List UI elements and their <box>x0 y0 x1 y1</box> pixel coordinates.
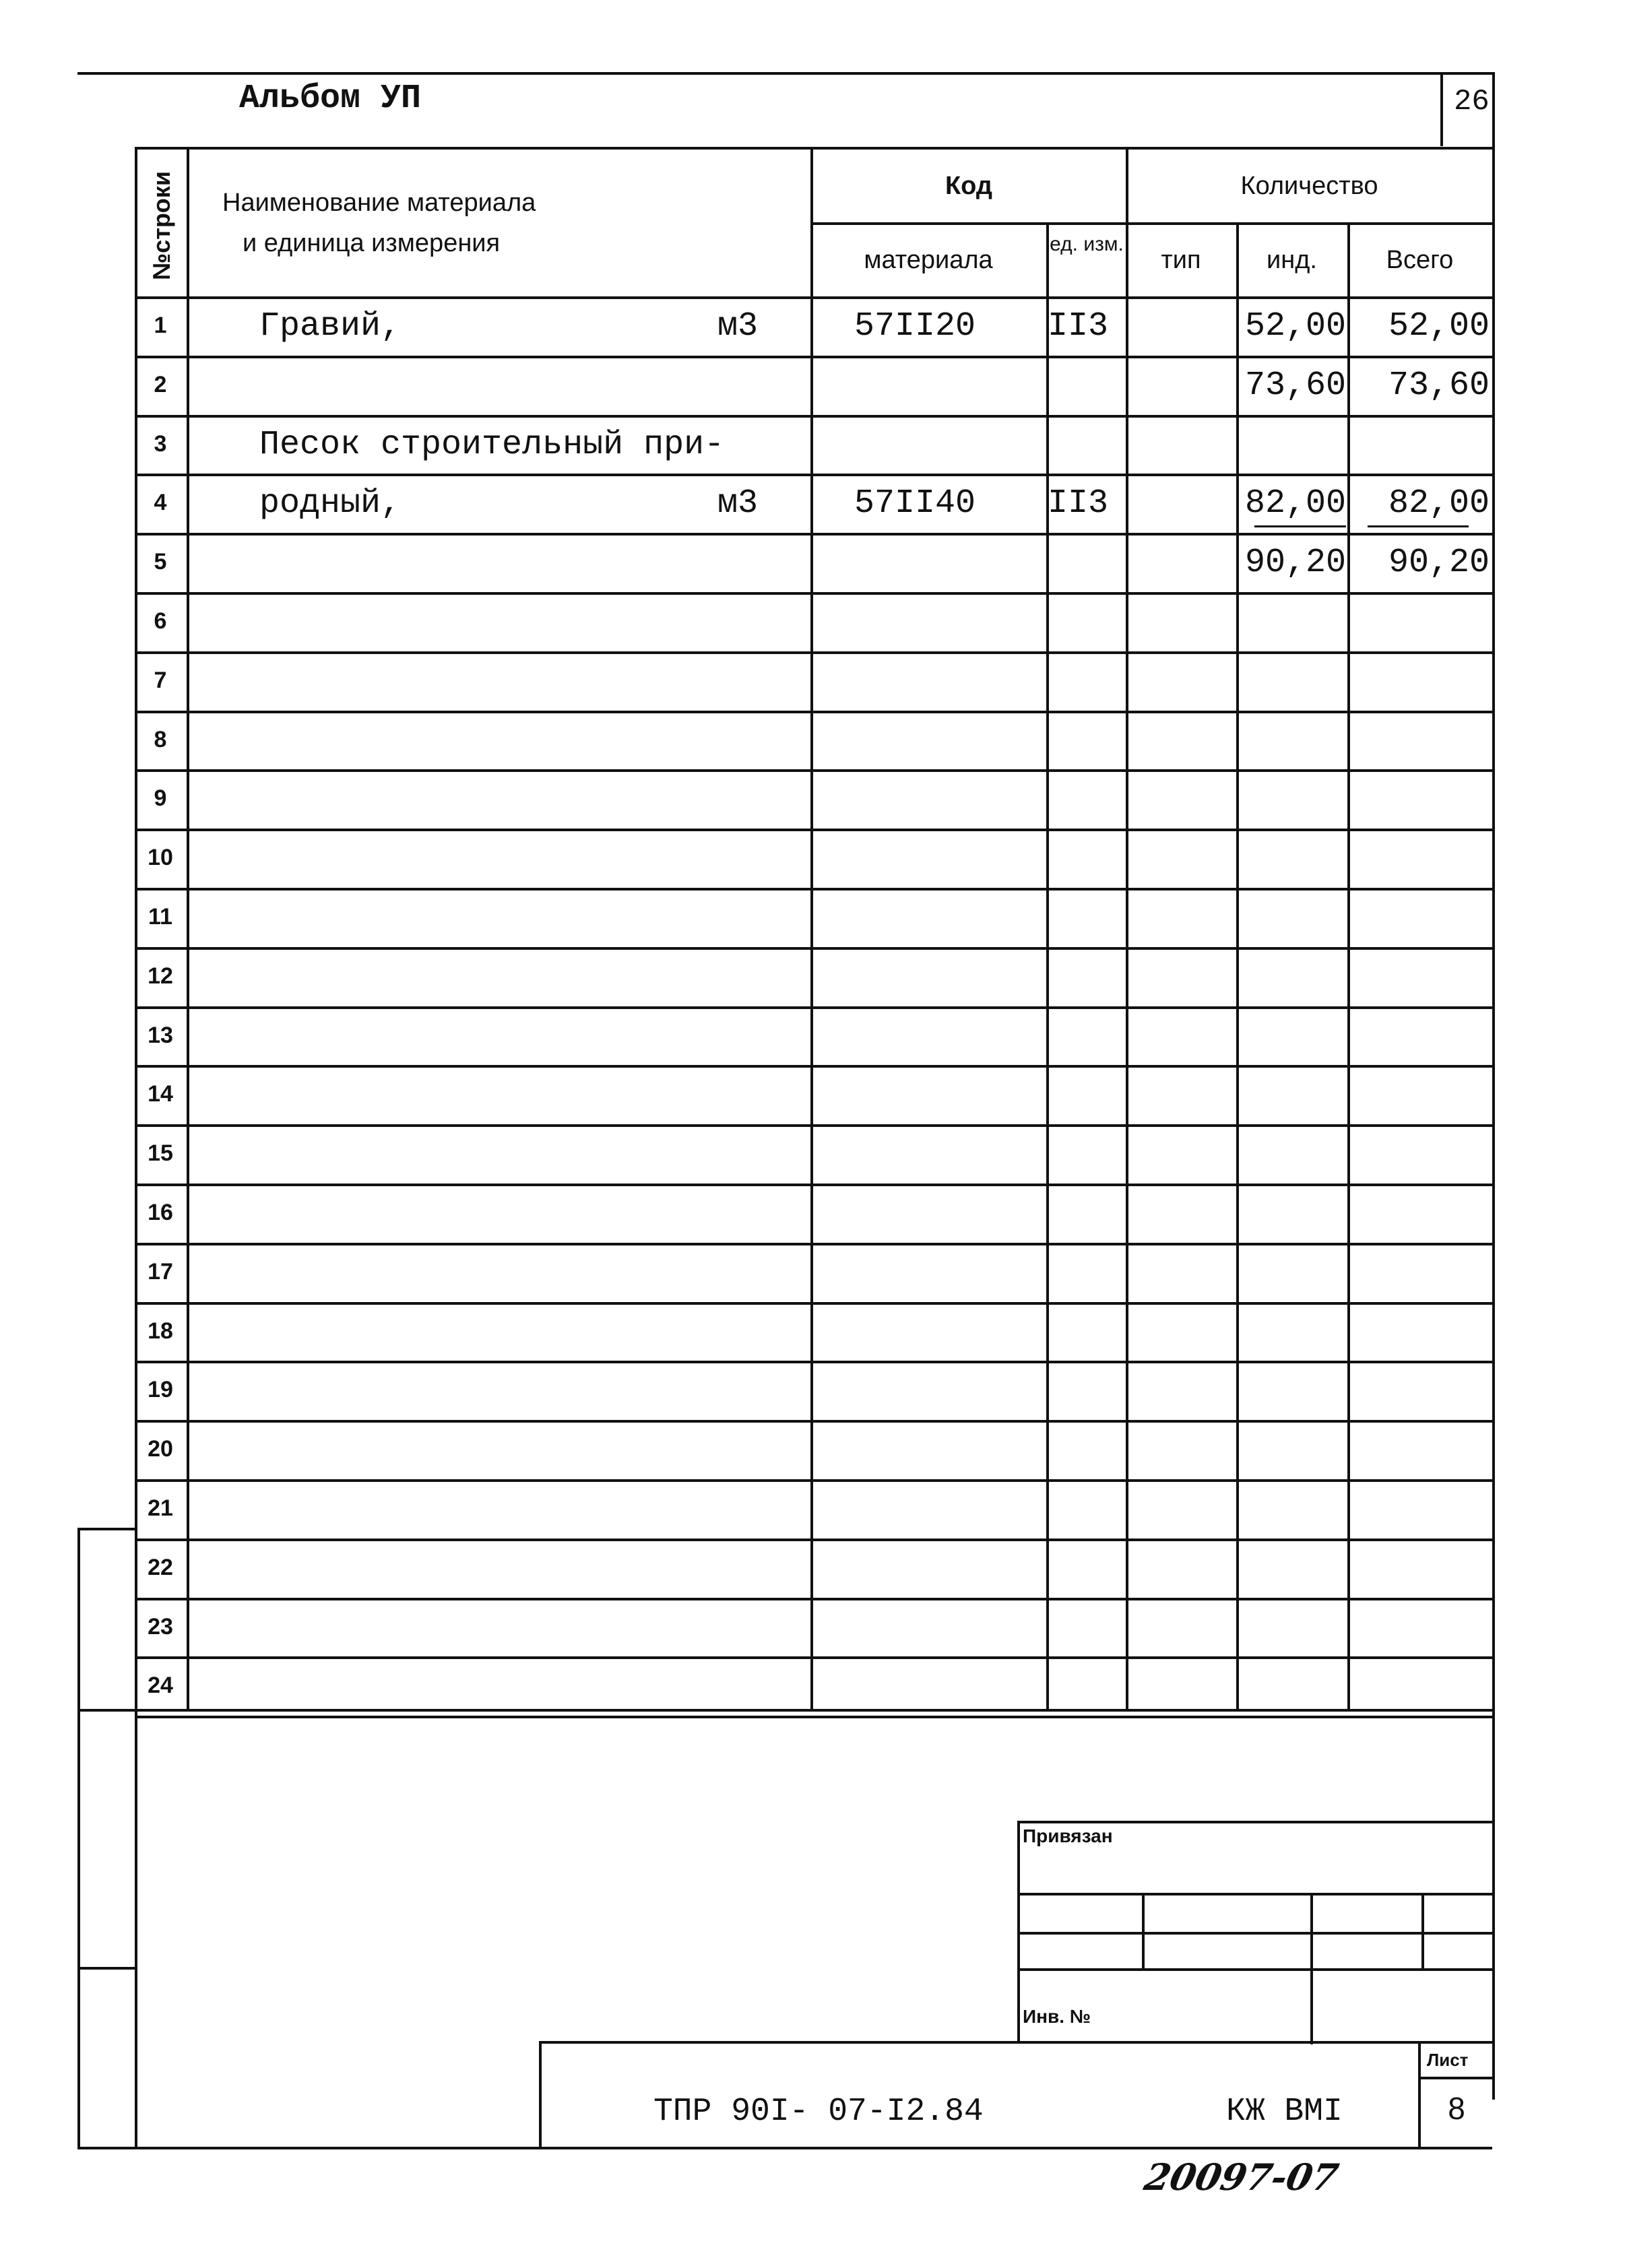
header-bottom-line <box>135 296 1495 299</box>
sheet-cell-divider <box>1418 2077 1495 2079</box>
row-separator <box>135 1184 1495 1186</box>
row-number: 5 <box>154 549 167 575</box>
stamp-left-line <box>539 2041 542 2149</box>
row-number: 7 <box>154 667 167 693</box>
row-number: 22 <box>148 1554 173 1580</box>
doc-section: КЖ ВМI <box>1226 2094 1343 2130</box>
row-separator <box>135 1243 1495 1245</box>
row-number: 8 <box>154 726 167 752</box>
row-number: 10 <box>148 845 173 871</box>
row-number: 23 <box>148 1613 173 1640</box>
header-top-line <box>135 147 1495 150</box>
qty-total: 90,20 <box>1388 544 1490 583</box>
binding-strip-top <box>77 1528 137 1530</box>
material-code: 57II20 <box>854 307 976 346</box>
code-material-header: материала <box>864 246 993 274</box>
row-number: 6 <box>154 608 167 634</box>
row-number: 17 <box>148 1258 173 1285</box>
row-number: 19 <box>148 1377 173 1403</box>
material-unit: м3 <box>717 484 759 523</box>
code-group-header: Код <box>945 172 993 200</box>
material-name: Песок строительный при- <box>259 425 725 464</box>
row-separator <box>135 1065 1495 1068</box>
row-separator <box>135 1006 1495 1009</box>
sheet-label: Лист <box>1427 2050 1469 2070</box>
row-number: 16 <box>148 1200 173 1225</box>
inv-label: Инв. № <box>1023 2006 1091 2027</box>
row-separator <box>135 1716 1495 1718</box>
top-border <box>77 72 1492 75</box>
qty-ind: 90,20 <box>1244 544 1346 583</box>
row-number: 18 <box>148 1318 173 1344</box>
qty-total: 52,00 <box>1388 307 1490 346</box>
row-separator <box>135 592 1495 595</box>
material-code: 57II40 <box>854 484 976 523</box>
row-number: 4 <box>154 490 167 516</box>
unit-code: II3 <box>1048 484 1109 523</box>
qty-total-header: Всего <box>1386 246 1454 274</box>
col-ind-line <box>1347 222 1350 1710</box>
bound-col-2 <box>1310 1893 1313 2044</box>
page-number: 26 <box>1454 85 1490 119</box>
row-separator <box>135 829 1495 831</box>
name-header-line1: Наименование материала <box>222 189 536 217</box>
row-separator <box>135 356 1495 358</box>
bound-col-3 <box>1421 1893 1424 1970</box>
row-separator <box>135 1656 1495 1659</box>
row-separator <box>135 1302 1495 1305</box>
row-separator <box>135 769 1495 772</box>
row-separator <box>135 1598 1495 1600</box>
binding-strip-outer <box>77 1528 80 2149</box>
table-bottom-line <box>135 1709 1495 1712</box>
col-code-line <box>1046 222 1049 1710</box>
row-separator <box>135 651 1495 654</box>
row-separator <box>135 888 1495 890</box>
row-number: 12 <box>148 963 173 989</box>
row-number: 14 <box>148 1081 173 1107</box>
row-separator <box>135 1361 1495 1363</box>
row-separator <box>135 1479 1495 1482</box>
row-number: 11 <box>148 904 172 930</box>
binding-strip-mid1 <box>77 1709 137 1712</box>
table-right-line <box>1492 147 1495 1710</box>
binding-strip-inner <box>135 1528 137 2149</box>
row-number: 15 <box>148 1140 173 1167</box>
col-row-no-header <box>138 162 185 290</box>
row-separator <box>135 533 1495 536</box>
right-border-inner <box>1440 72 1443 146</box>
row-no-header-label: №строки <box>148 171 175 280</box>
material-name: Гравий, <box>259 307 402 346</box>
doc-code: ТПР 90I- 07-I2.84 <box>653 2094 984 2130</box>
col-name-line <box>810 147 813 1710</box>
row-number: 13 <box>148 1022 173 1048</box>
row-separator <box>135 415 1495 418</box>
sheet-number: 8 <box>1448 2091 1465 2126</box>
album-label: Альбом УП <box>239 79 422 118</box>
stamp-top-line <box>539 2041 1495 2044</box>
row-number: 24 <box>148 1673 173 1699</box>
material-unit: м3 <box>717 307 759 346</box>
unit-header: ед. изм. <box>1050 233 1124 255</box>
row-separator <box>135 947 1495 950</box>
handwritten-number: 20097-07 <box>1141 2156 1343 2199</box>
col-type-line <box>1236 222 1239 1710</box>
row-separator <box>135 1538 1495 1541</box>
row-separator <box>135 474 1495 476</box>
row-number: 2 <box>154 371 167 397</box>
row-number: 20 <box>148 1436 173 1462</box>
row4-total-underline <box>1368 525 1469 527</box>
row-number: 1 <box>154 313 167 338</box>
qty-ind-header: инд. <box>1267 246 1317 274</box>
qty-total: 82,00 <box>1388 484 1490 523</box>
bottom-border <box>77 2147 1492 2149</box>
unit-code: II3 <box>1048 307 1109 346</box>
qty-ind: 52,00 <box>1244 307 1346 346</box>
row-separator <box>135 1420 1495 1423</box>
name-header-line2: и единица измерения <box>243 229 501 257</box>
qty-ind: 73,60 <box>1244 366 1346 405</box>
col-unit-line <box>1126 147 1128 1710</box>
header-mid-line <box>810 222 1495 225</box>
qty-total: 73,60 <box>1388 366 1490 405</box>
qty-type-header: тип <box>1161 246 1201 274</box>
col-no-line <box>187 147 189 1710</box>
row-separator <box>135 711 1495 713</box>
material-name: родный, <box>259 484 402 523</box>
row-number: 3 <box>154 430 167 457</box>
binding-strip-mid2 <box>77 1967 137 1970</box>
bound-col-1 <box>1142 1893 1145 1970</box>
row4-ind-underline <box>1254 525 1346 527</box>
bound-top-line <box>1017 1821 1495 1823</box>
row-number: 9 <box>154 785 167 812</box>
qty-ind: 82,00 <box>1244 484 1346 523</box>
row-separator <box>135 1124 1495 1127</box>
row-number: 21 <box>148 1495 173 1521</box>
bound-label: Привязан <box>1023 1825 1113 1846</box>
qty-group-header: Количество <box>1240 172 1378 200</box>
